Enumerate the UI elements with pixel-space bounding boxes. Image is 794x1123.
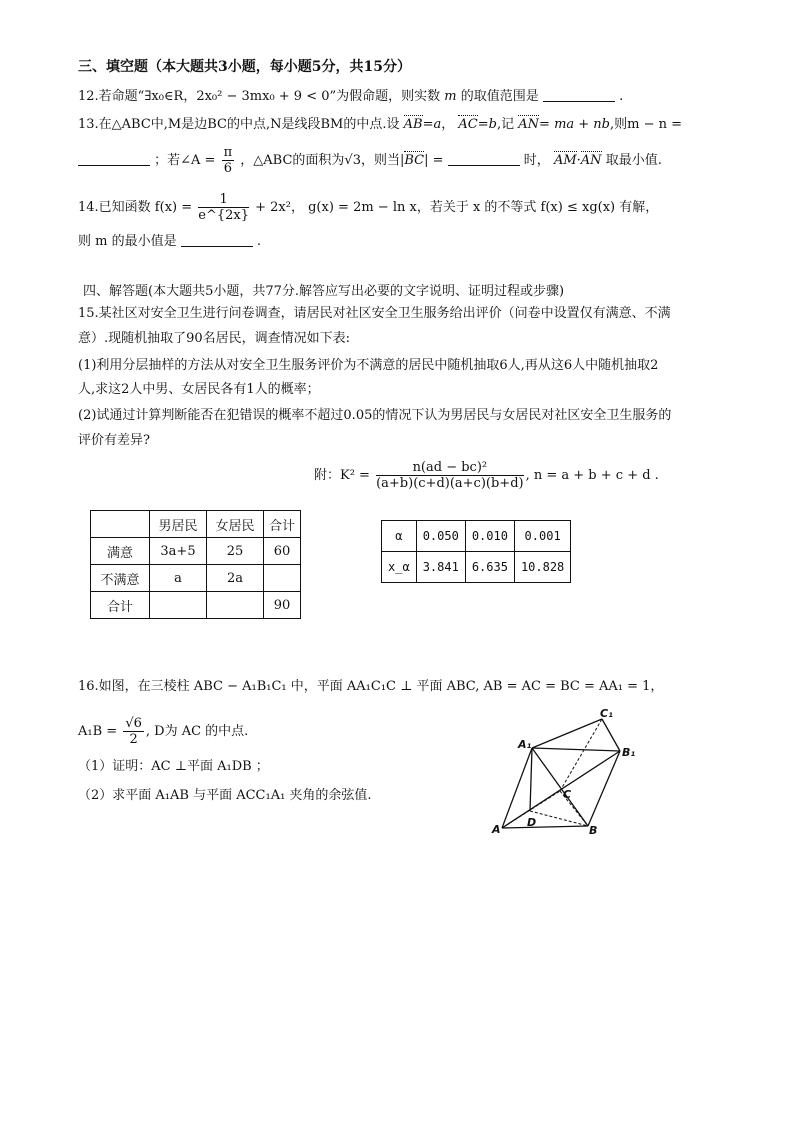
label-D: D: [527, 816, 537, 829]
formula-den: (a+b)(c+d)(a+c)(b+d): [376, 476, 524, 491]
q13-l2b: ，△ABC的面积为√3，则当|: [240, 153, 405, 168]
table-cell: 10.828: [514, 552, 570, 583]
question-12: [78, 88, 623, 106]
table-cell: 合计: [91, 592, 150, 619]
formula-suffix: , n = a + b + c + d .: [525, 468, 659, 483]
formula-fraction: [376, 460, 524, 491]
vector-AN: AN: [518, 117, 540, 132]
table-cell: 0.010: [465, 521, 514, 552]
table-header-male: 男居民: [150, 511, 207, 538]
fraction-sqrt6-over-2: [123, 716, 144, 747]
question-14-line2: [78, 233, 261, 251]
answer-blank: [181, 234, 253, 247]
table-cell: 60: [264, 538, 301, 565]
table-row: [91, 511, 301, 538]
frac-num: √6: [125, 716, 142, 731]
q16-line3: （1）证明：AC ⊥平面 A₁DB ；: [78, 759, 269, 774]
prism-figure: [490, 706, 640, 836]
q14-text: 14.已知函数 f(x) =: [78, 200, 193, 215]
q15-line3: (1)利用分层抽样的方法从对安全卫生服务评价为不满意的居民中随机抽取6人,再从这6人中随机抽取2: [78, 358, 659, 373]
vector-AB: AB: [403, 117, 423, 132]
edge-AB: [502, 826, 588, 828]
edge-C1B1: [602, 719, 620, 751]
q15-line1: 15.某社区对安全卫生进行问卷调查，请居民对社区安全卫生服务给出评价（问卷中设置仅有满意、不满: [78, 306, 671, 321]
edge-CC1-hidden: [560, 719, 602, 791]
q16-l2a: A₁B =: [78, 724, 118, 739]
q13-l2c: | =: [424, 153, 444, 168]
table-header-female: 女居民: [207, 511, 264, 538]
table-cell: 3a+5: [150, 538, 207, 565]
section4-title: 四、解答题(本大题共5小题，共77分.解答应写出必要的文字说明、证明过程或步骤): [83, 284, 565, 299]
table-row: [382, 521, 571, 552]
question-13-line1: [78, 116, 682, 134]
q14-text-b: + 2x²， g(x) = 2m − ln x，若关于 x 的不等式 f(x) ≤ xg(x) 有解，: [255, 200, 659, 215]
q12-end: .: [619, 89, 624, 104]
table-cell: [150, 592, 207, 619]
question-13-line2: [78, 145, 662, 176]
label-C: C: [563, 788, 572, 801]
table-cell: [207, 592, 264, 619]
frac-den: 2: [129, 732, 138, 747]
dot-product: ·: [576, 153, 581, 168]
table-cell: 90: [264, 592, 301, 619]
q14-end: .: [256, 234, 262, 249]
q13-eq3: = ma + nb: [539, 117, 611, 132]
answer-blank: [448, 153, 520, 166]
segment-A1D: [530, 748, 532, 811]
table-cell: a: [150, 565, 207, 592]
vector-a: a: [433, 117, 442, 132]
table-row: [91, 538, 301, 565]
table-cell: α: [382, 521, 417, 552]
q15-line5: (2)试通过计算判断能否在犯错误的概率不超过0.05的情况下认为男居民与女居民对社区安全卫生服务的: [78, 408, 672, 423]
segment-A1B: [532, 748, 588, 826]
answer-blank: [543, 89, 615, 102]
fraction-pi-6: [222, 145, 235, 176]
q13-eq1: =: [422, 117, 434, 132]
q15-line4: 人,求这2人中男、女居民各有1人的概率；: [78, 382, 320, 397]
question-14-line1: [78, 192, 658, 223]
table-cell: 不满意: [91, 565, 150, 592]
contingency-table: [90, 510, 301, 619]
q13-l2a: ；若∠A =: [154, 153, 216, 168]
table-cell: [264, 565, 301, 592]
label-A1: A₁: [518, 738, 532, 751]
q13-tail: ,则m − n =: [610, 117, 683, 132]
label-B1: B₁: [622, 746, 636, 759]
q14-text-c: 则 m 的最小值是: [78, 234, 177, 249]
table-cell: 3.841: [416, 552, 465, 583]
label-B: B: [589, 824, 598, 836]
formula-prefix: 附：K² =: [314, 468, 370, 483]
frac-den: e^{2x}: [198, 208, 249, 223]
table-cell: 0.001: [514, 521, 570, 552]
vector-BC: BC: [404, 153, 425, 168]
fraction-1-over-e2x: [198, 192, 249, 223]
table-cell: [91, 511, 150, 538]
q13-ji: ,记: [497, 117, 515, 132]
section3-title: 三、填空题（本大题共3小题，每小题5分，共15分）: [78, 59, 411, 75]
q13-l2e: 取最小值.: [605, 153, 662, 168]
formula-num: n(ad − bc)²: [376, 460, 524, 476]
q15-line2: 意）.现随机抽取了90名居民，调查情况如下表:: [78, 331, 351, 346]
q13-text: 13.在△ABC中,M是边BC的中点,N是线段BM的中点.设: [78, 117, 400, 132]
q12-text-b: 的取值范围是: [460, 89, 539, 104]
label-A: A: [492, 823, 501, 836]
frac-num: π: [223, 145, 233, 160]
vector-b: b: [488, 117, 497, 132]
table-cell: 6.635: [465, 552, 514, 583]
table-header-total: 合计: [264, 511, 301, 538]
answer-blank: [78, 153, 150, 166]
q16-line1: 16.如图，在三棱柱 ABC − A₁B₁C₁ 中，平面 AA₁C₁C ⊥ 平面 ABC, AB = AC = BC = AA₁ = 1，: [78, 679, 664, 694]
q15-line6: 评价有差异?: [78, 433, 150, 448]
vector-AC: AC: [458, 117, 478, 132]
q16-line2: [78, 716, 248, 747]
edge-BB1: [588, 751, 620, 826]
k-squared-formula: [314, 460, 659, 491]
q16-line4: （2）求平面 A₁AB 与平面 ACC₁A₁ 夹角的余弦值.: [78, 788, 372, 803]
q13-eq2: =: [477, 117, 489, 132]
table-cell: x_α: [382, 552, 417, 583]
q13-l2d: 时，: [523, 153, 550, 168]
vector-AM: AM: [553, 153, 577, 168]
q13-comma: ，: [441, 117, 455, 132]
table-row: [91, 592, 301, 619]
q16-l2b: , D为 AC 的中点.: [145, 724, 249, 739]
table-row: [91, 565, 301, 592]
frac-num: 1: [198, 192, 249, 208]
table-row: [382, 552, 571, 583]
table-cell: 25: [207, 538, 264, 565]
table-cell: 满意: [91, 538, 150, 565]
frac-den: 6: [223, 161, 232, 176]
edge-A1C1: [532, 719, 602, 748]
edge-A1B1: [532, 748, 620, 751]
table-cell: 0.050: [416, 521, 465, 552]
q12-text: 12.若命题“∃x₀∈R，2x₀² − 3mx₀ + 9 < 0”为假命题，则实数: [78, 89, 441, 104]
vector-AN: AN: [580, 153, 602, 168]
q12-var-m: m: [444, 89, 457, 104]
critical-value-table: [381, 520, 571, 583]
table-cell: 2a: [207, 565, 264, 592]
label-C1: C₁: [600, 707, 613, 720]
